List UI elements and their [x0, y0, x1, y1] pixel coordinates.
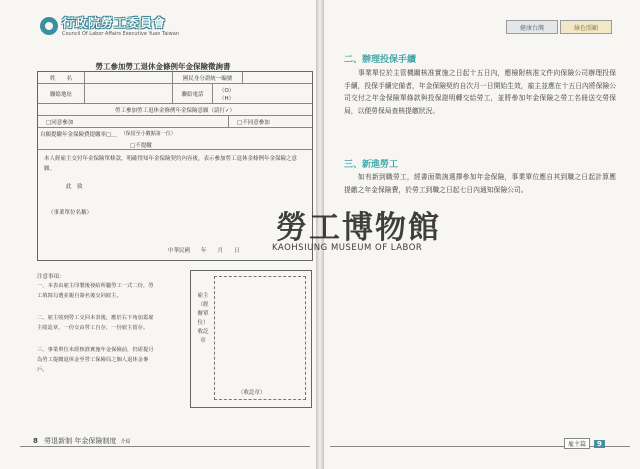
- id-label: 國民身分證統一編號: [172, 72, 242, 83]
- contribution-rate-note: （保留至小數點第一位）: [120, 131, 176, 137]
- date-line: 中華民國 年 月 日: [168, 248, 240, 254]
- disagree-checkbox: □不同意參加: [228, 116, 312, 127]
- stamp-label: 雇主（經辦單位）收訖章: [197, 293, 209, 344]
- declaration-text: 本人經雇主交付年金保險單條款，明確得知年金保險契約內容後，表示參加勞工退休金條例年金保險之意願。: [44, 156, 298, 172]
- phone-office: （O）: [219, 87, 235, 94]
- name-label: 姓 名: [49, 75, 72, 82]
- id-field: [242, 72, 312, 83]
- form-row-choice: [38, 116, 312, 128]
- tag-healthy-taiwan: 健康台灣: [506, 20, 558, 34]
- tag-green-care: 綠色照顧: [560, 20, 612, 34]
- no-contribution-checkbox: □不提繳: [130, 142, 152, 149]
- form-row-contribution: [38, 128, 312, 150]
- note-item: 三、事業單位未經核准實施年金保險前，仍需提月為勞工提繳退休金至勞工保險局之個人退休金專戶。: [37, 347, 154, 373]
- section-paragraph: 事業單位於主管機關核准實施之日起十五日內，應檢附核准文件向保險公司辦理投保手續，投保手續完備者，年金保險契約自次月一日開始生效，雇主並應在十五日內將保險公司交付之年金保險單條款與投保證明轉交給勞工，並將參加年金保險之勞工名冊送交勞保局，以便勞保局查核提繳狀況。: [344, 69, 616, 115]
- header-tags: [506, 20, 612, 34]
- note-item: 二、雇主收到勞工交回本表後，應於右下角加蓋雇主收訖章，一份交由勞工自存，一份雇主留存。: [37, 315, 154, 331]
- left-page-number: 8: [33, 437, 38, 445]
- form-row-name: [38, 72, 312, 84]
- section-title: 二、辦理投保手續: [344, 55, 417, 65]
- right-footer-section: 雇主篇: [564, 438, 590, 449]
- council-logo-icon: [40, 17, 58, 35]
- address-field: [84, 84, 172, 103]
- org-name-cn: 行政院勞工委員會: [62, 16, 167, 30]
- left-footer-title: 勞退新制 年金保險制度: [44, 437, 117, 445]
- declaration-to: 此 致: [66, 184, 83, 190]
- form-row-contact: [38, 84, 312, 104]
- org-name-en: Council Of Labor Affairs Executive Yuan Taiwan: [62, 31, 179, 37]
- stamp-receipt-label: （收訖章）: [238, 390, 266, 396]
- phone-home: （H）: [219, 95, 235, 102]
- note-item: 一、本表由雇主印製後發給所屬勞工一式二份，勞工填寫勾選並親自簽名後交回雇主。: [37, 283, 154, 299]
- employer-name-placeholder: （事業單位名稱）: [48, 210, 93, 216]
- notes-title: 注意事項：: [37, 274, 65, 280]
- inquiry-form: [37, 71, 313, 261]
- willingness-question: 勞工參加勞工退休金條例年金保險意願（請打✓）: [114, 107, 236, 114]
- section-title: 三、新進勞工: [344, 160, 399, 170]
- section-paragraph: 如有新到職勞工，經書面徵詢選擇參加年金保險，事業單位應自其到職之日起計算應提繳之年金保險費，於勞工到職之日起七日內通知保險公司。: [344, 173, 616, 194]
- watermark-logo-en: KAOHSIUNG MUSEUM OF LABOR: [272, 243, 423, 253]
- right-footer: [564, 438, 605, 449]
- stamp-area: [214, 276, 306, 400]
- left-footer: [33, 436, 131, 446]
- name-field: [84, 72, 172, 83]
- form-title: 勞工參加勞工退休金條例年金保險徵詢書: [95, 62, 231, 71]
- left-footer-rule: [20, 446, 310, 447]
- contribution-rate: [40, 128, 176, 139]
- left-footer-sub: 介紹: [120, 439, 131, 445]
- form-row-question: [38, 104, 312, 116]
- phone-label: 聯絡電話: [172, 84, 212, 103]
- address-label: 聯絡地址: [49, 91, 72, 98]
- right-page-number: 9: [594, 440, 605, 448]
- phone-field: [212, 84, 312, 103]
- watermark-logo: 勞工博物館: [276, 210, 441, 246]
- agree-checkbox: □同意參加: [46, 119, 74, 126]
- contribution-rate-label: 自願提繳年金保險費提繳率□＿: [40, 131, 117, 138]
